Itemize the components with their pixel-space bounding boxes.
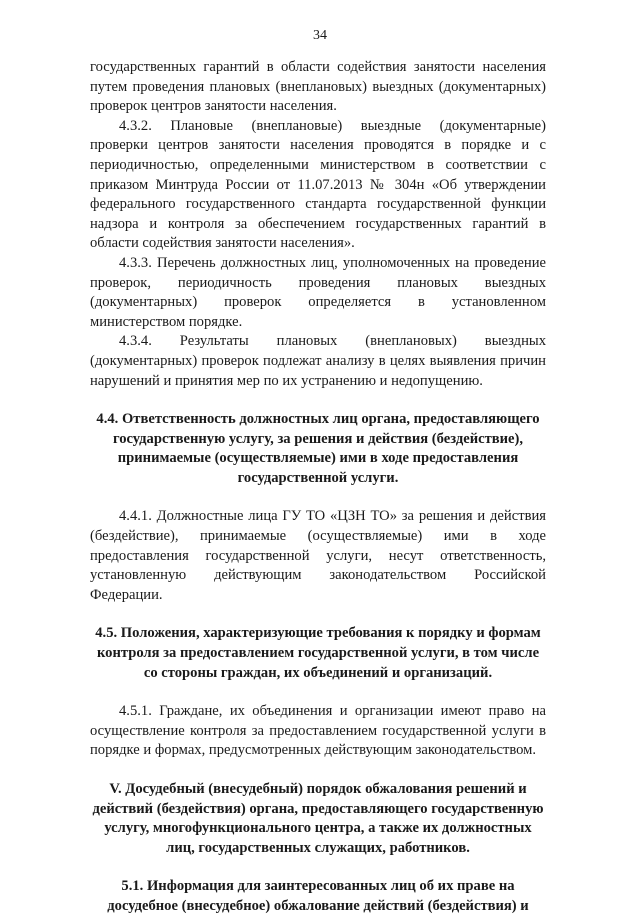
spacer xyxy=(90,605,546,624)
spacer xyxy=(90,858,546,877)
paragraph-continuation: государственных гарантий в области содействия занятости населения путем проведения плановых (внеплановых) выездных (документарных) проверок центров занятости населения. xyxy=(90,59,546,115)
paragraph-4-3-2: 4.3.2. Плановые (внеплановые) выездные (документарные) проверки центров занятости населения проводятся в порядке и с периодичностью, определенными министерством в соответствии с приказом Минтруда России от 11.07.2013 № 304н «Об утверждении федерального государственного стандарта государственной функции надзора и контроля за обеспечением государственных гарантий в области содействия занятости населения». xyxy=(90,117,546,252)
spacer xyxy=(90,761,546,780)
spacer xyxy=(90,391,546,410)
spacer xyxy=(90,488,546,507)
spacer xyxy=(90,683,546,702)
chapter-heading-v: V. Досудебный (внесудебный) порядок обжалования решений и действий (бездействия) органа, предоставляющего государственную услугу, многофункционального центра, а также их должностных лиц, государственных служащих, работников. xyxy=(92,781,544,856)
page-number: 34 xyxy=(313,28,327,43)
document-body xyxy=(90,58,546,917)
paragraph-4-4-1: 4.4.1. Должностные лица ГУ ТО «ЦЗН ТО» за решения и действия (бездействие), принимаемые (осуществляемые) ими в ходе предоставления государственной услуги, несут ответственность, установленную действующим законодательством Российской Федерации. xyxy=(90,508,546,603)
paragraph-4-3-4: 4.3.4. Результаты плановых (внеплановых) выездных (документарных) проверок подлежат анализу в целях выявления причин нарушений и принятия мер по их устранению и недопущению. xyxy=(90,333,546,389)
section-heading-4-5: 4.5. Положения, характеризующие требования к порядку и формам контроля за предоставлением государственной услуги, в том числе со стороны граждан, их объединений и организаций. xyxy=(95,625,541,681)
paragraph-4-5-1: 4.5.1. Граждане, их объединения и организации имеют право на осуществление контроля за предоставлением государственной услуги в порядке и формах, предусмотренных действующим законодательством. xyxy=(90,703,546,759)
section-heading-4-4: 4.4. Ответственность должностных лиц органа, предоставляющего государственную услугу, за решения и действия (бездействие), принимаемые (осуществляемые) ими в ходе предоставления государственной услуги. xyxy=(96,411,540,486)
section-heading-5-1: 5.1. Информация для заинтересованных лиц об их праве на досудебное (внесудебное) обжалование действий (бездействия) и xyxy=(107,878,529,914)
paragraph-4-3-3: 4.3.3. Перечень должностных лиц, уполномоченных на проведение проверок, периодичность проведения плановых выездных (документарных) проверок определяется в установленном министерством порядке. xyxy=(90,254,546,330)
